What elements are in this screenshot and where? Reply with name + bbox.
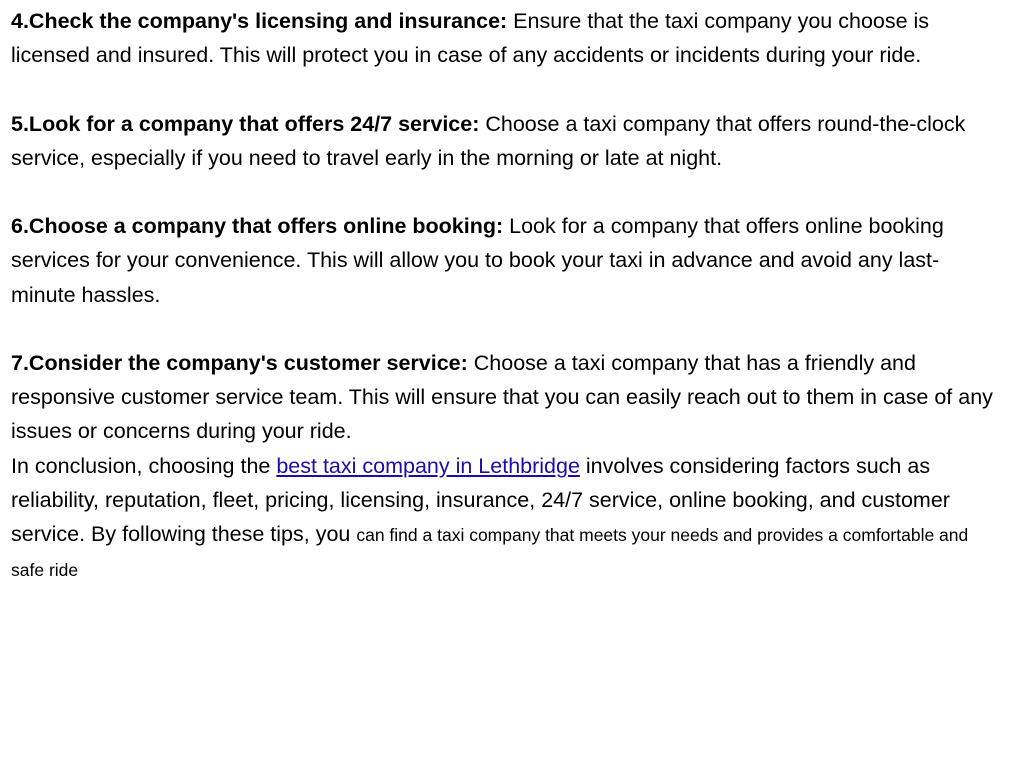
- tip-heading: 5.Look for a company that offers 24/7 service:: [11, 111, 480, 136]
- tip-heading: 6.Choose a company that offers online booking:: [11, 214, 504, 239]
- conclusion-body: involves considering factors such as reliability, reputation, fleet, pricing, licensing, insurance, 24/7 service, online booking, and customer service. By following these tips, you: [11, 453, 950, 546]
- tip-heading: 7.Consider the company's customer service:: [11, 350, 468, 375]
- tip-licensing-insurance: [11, 4, 1000, 72]
- paragraph-spacer: [11, 312, 1000, 346]
- tip-text: Choose a taxi company that offers round-the-clock service, especially if you need to travel early in the morning or late at night.: [11, 111, 966, 170]
- tip-text: Ensure that the taxi company you choose is licensed and insured. This will protect you in case of any accidents or incidents during your ride.: [11, 9, 930, 68]
- tip-online-booking: [11, 209, 1000, 312]
- tip-text: Choose a taxi company that has a friendly and responsive customer service team. This will ensure that you can easily reach out to them in case of any issues or concerns during your ride.: [11, 350, 993, 444]
- tip-customer-service: [11, 346, 1000, 449]
- tip-heading: 4.Check the company's licensing and insurance:: [11, 9, 508, 33]
- paragraph-spacer: [11, 72, 1000, 106]
- tip-text: Look for a company that offers online booking services for your convenience. This will allow you to book your taxi in advance and avoid any last-minute hassles.: [11, 214, 944, 307]
- conclusion-tail: can find a taxi company that meets your needs and provides a comfortable and safe ride: [11, 525, 969, 581]
- tip-24-7-service: [11, 107, 1000, 175]
- conclusion-intro: In conclusion, choosing the: [11, 453, 277, 478]
- best-taxi-company-link[interactable]: best taxi company in Lethbridge: [276, 453, 580, 478]
- paragraph-spacer: [11, 175, 1000, 209]
- conclusion-paragraph: [11, 449, 1000, 588]
